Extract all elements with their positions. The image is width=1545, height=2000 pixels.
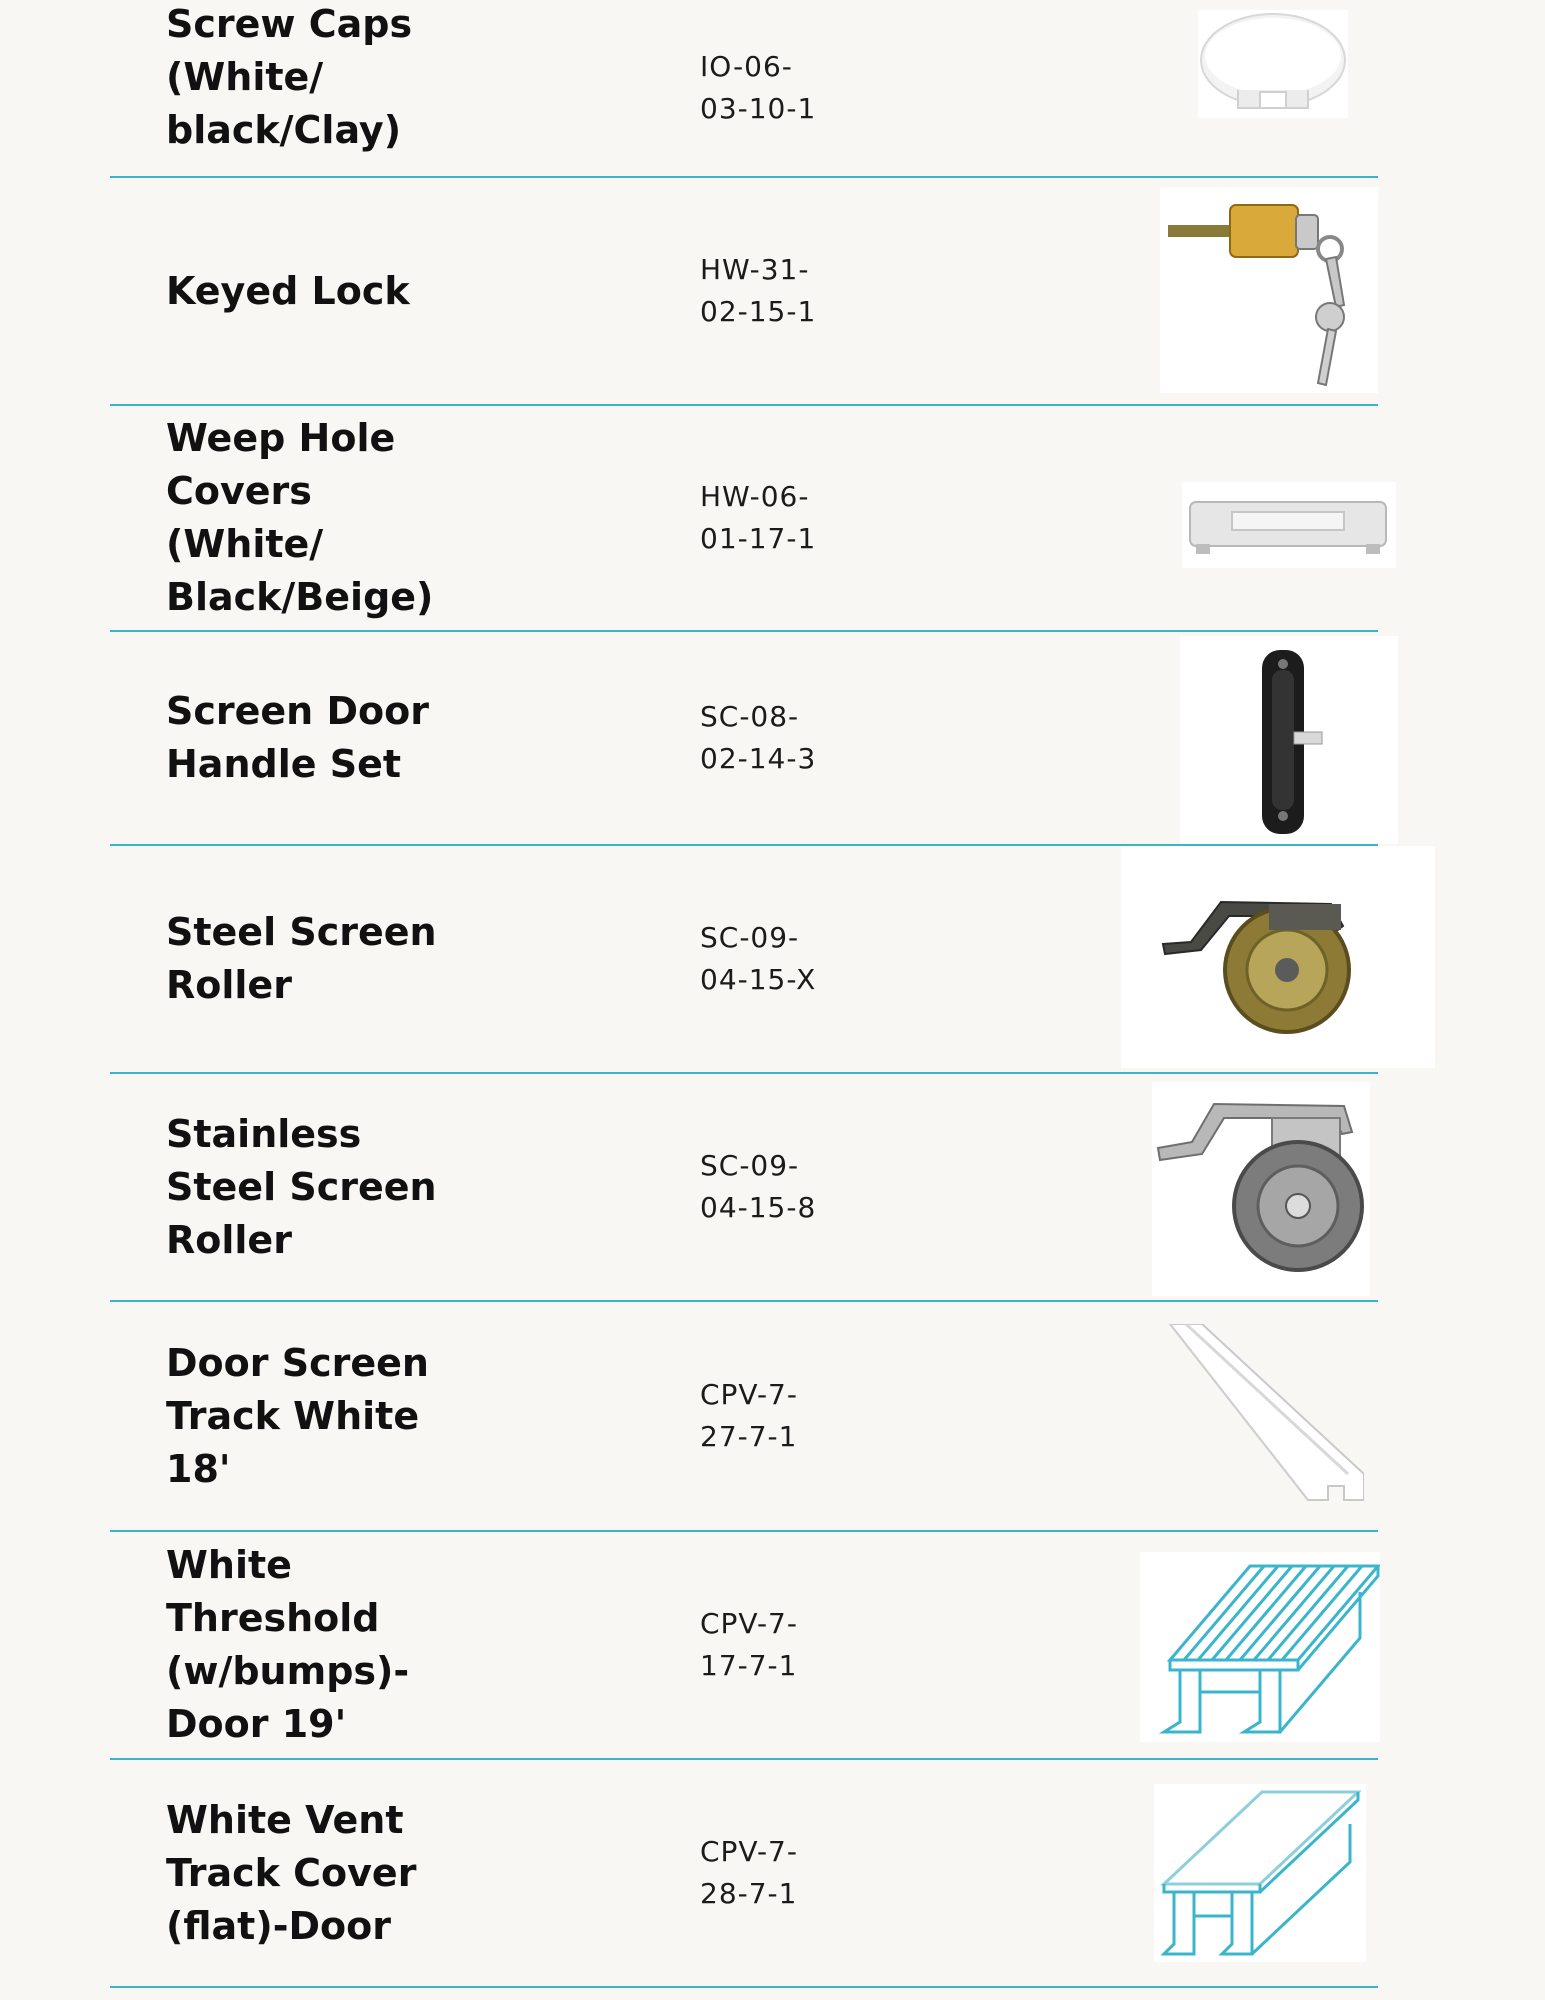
- part-code: SC-08- 02-14-3: [700, 700, 817, 775]
- vent-track-cover-icon: [1154, 1784, 1366, 1962]
- part-name: Steel Screen Roller: [166, 910, 437, 1007]
- part-code: CPV-7- 27-7-1: [700, 1378, 798, 1453]
- screw-cap-icon: [1198, 10, 1348, 118]
- part-name: White Threshold (w/bumps)- Door 19': [166, 1543, 410, 1746]
- part-name: Weep Hole Covers (White/ Black/Beige): [166, 416, 434, 619]
- catalog-row: [0, 1074, 1545, 1300]
- part-name: Screen Door Handle Set: [166, 689, 429, 786]
- catalog-row: [0, 846, 1545, 1072]
- handle-set-icon: [1180, 636, 1398, 844]
- catalog-row: [0, 178, 1545, 404]
- catalog-row: [0, 1302, 1545, 1530]
- weep-hole-cover-icon: [1182, 482, 1396, 568]
- part-name: White Vent Track Cover (flat)-Door: [166, 1797, 417, 1948]
- part-code: SC-09- 04-15-8: [700, 1149, 817, 1224]
- part-name: Stainless Steel Screen Roller: [166, 1111, 437, 1262]
- stainless-roller-icon: [1152, 1082, 1370, 1296]
- threshold-icon: [1140, 1552, 1380, 1742]
- part-name: Screw Caps (White/ black/Clay): [166, 1, 413, 152]
- steel-roller-icon: [1121, 846, 1435, 1068]
- catalog-row: [0, 0, 1545, 176]
- screen-track-icon: [1168, 1324, 1364, 1518]
- part-code: IO-06- 03-10-1: [700, 50, 817, 125]
- catalog-row: [0, 1760, 1545, 1986]
- part-name: Keyed Lock: [166, 268, 410, 313]
- catalog-row: [0, 406, 1545, 630]
- part-code: HW-31- 02-15-1: [700, 253, 817, 328]
- part-code: SC-09- 04-15-X: [700, 921, 817, 996]
- catalog-row: [0, 1532, 1545, 1758]
- part-code: CPV-7- 28-7-1: [700, 1835, 798, 1910]
- keyed-lock-icon: [1160, 187, 1378, 393]
- part-name: Door Screen Track White 18': [166, 1340, 429, 1491]
- catalog-row: [0, 632, 1545, 844]
- part-code: HW-06- 01-17-1: [700, 480, 817, 555]
- part-code: CPV-7- 17-7-1: [700, 1607, 798, 1682]
- row-divider: [110, 1986, 1378, 1988]
